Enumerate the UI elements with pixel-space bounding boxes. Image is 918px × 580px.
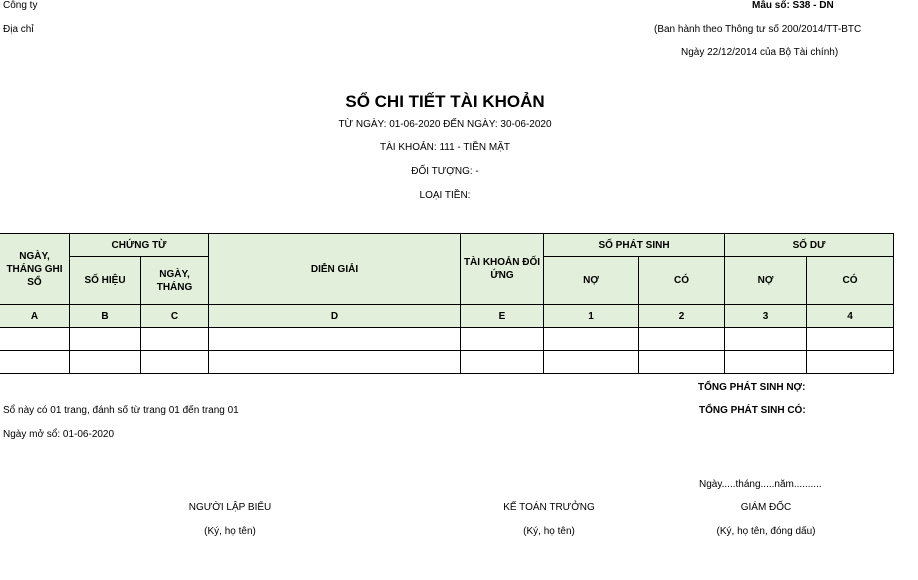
header-date-recorded: NGÀY, THÁNG GHI SỔ — [0, 234, 70, 305]
company-label: Công ty — [3, 0, 38, 11]
header-voucher-number: SỐ HIỆU — [70, 257, 141, 305]
director-title: GIÁM ĐỐC — [740, 502, 792, 513]
table-cell — [209, 328, 461, 351]
table-cell — [544, 351, 639, 374]
table-cell — [725, 328, 807, 351]
header-arising: SỐ PHÁT SINH — [544, 234, 725, 257]
table-cell — [639, 351, 725, 374]
column-code: 1 — [544, 305, 639, 328]
chief-accountant-title: KẾ TOÁN TRƯỞNG — [503, 502, 595, 513]
header-description: DIỄN GIẢI — [209, 234, 461, 305]
sign-date-line: Ngày.....tháng.....năm.......... — [699, 479, 822, 490]
table-cell — [461, 351, 544, 374]
column-code: A — [0, 305, 70, 328]
table-cell — [141, 351, 209, 374]
header-arising-credit: CÓ — [639, 257, 725, 305]
column-code: 2 — [639, 305, 725, 328]
column-code: 3 — [725, 305, 807, 328]
header-voucher-date: NGÀY, THÁNG — [141, 257, 209, 305]
table-cell — [0, 328, 70, 351]
table-cell — [461, 328, 544, 351]
address-label: Địa chỉ — [3, 24, 34, 35]
header-voucher: CHỨNG TỪ — [70, 234, 209, 257]
table-cell — [639, 328, 725, 351]
period-line: TỪ NGÀY: 01-06-2020 ĐẾN NGÀY: 30-06-2020 — [338, 119, 552, 130]
issued-by-note: (Ban hành theo Thông tư số 200/2014/TT-BTC — [654, 24, 862, 35]
column-code: E — [461, 305, 544, 328]
preparer-title: NGƯỜI LẬP BIỂU — [188, 502, 272, 513]
table-cell — [70, 351, 141, 374]
form-number: Mẫu số: S38 - DN — [752, 0, 834, 11]
table-cell — [70, 328, 141, 351]
table-row — [0, 351, 894, 374]
header-balance-credit: CÓ — [807, 257, 894, 305]
table-cell — [544, 328, 639, 351]
table-cell — [141, 328, 209, 351]
table-cell — [725, 351, 807, 374]
total-credit-label: TỔNG PHÁT SINH CÓ: — [699, 405, 806, 416]
preparer-sign-note: (Ký, họ tên) — [204, 526, 256, 537]
header-balance-debit: NỢ — [725, 257, 807, 305]
column-code: C — [141, 305, 209, 328]
object-line: ĐỐI TƯỢNG: - — [411, 166, 479, 177]
total-debit-label: TỔNG PHÁT SINH NỢ: — [698, 382, 806, 393]
director-sign-note: (Ký, họ tên, đóng dấu) — [716, 526, 816, 537]
pages-note: Sổ này có 01 trang, đánh số từ trang 01 đến trang 01 — [3, 405, 239, 416]
table-row — [0, 328, 894, 351]
column-code: 4 — [807, 305, 894, 328]
issued-date-note: Ngày 22/12/2014 của Bộ Tài chính) — [681, 47, 839, 58]
header-arising-debit: NỢ — [544, 257, 639, 305]
chief-accountant-sign-note: (Ký, họ tên) — [523, 526, 575, 537]
column-code: B — [70, 305, 141, 328]
table-cell — [0, 351, 70, 374]
header-balance: SỐ DƯ — [725, 234, 894, 257]
column-code: D — [209, 305, 461, 328]
table-cell — [807, 351, 894, 374]
ledger-title: SỔ CHI TIẾT TÀI KHOẢN — [345, 92, 545, 111]
currency-line: LOẠI TIỀN: — [419, 190, 471, 201]
account-line: TÀI KHOẢN: 111 - TIỀN MẶT — [379, 142, 511, 153]
open-date: Ngày mở sổ: 01-06-2020 — [3, 429, 115, 440]
table-cell — [209, 351, 461, 374]
ledger-table — [0, 233, 894, 374]
table-cell — [807, 328, 894, 351]
header-contra-account: TÀI KHOẢN ĐỐI ỨNG — [461, 234, 544, 305]
